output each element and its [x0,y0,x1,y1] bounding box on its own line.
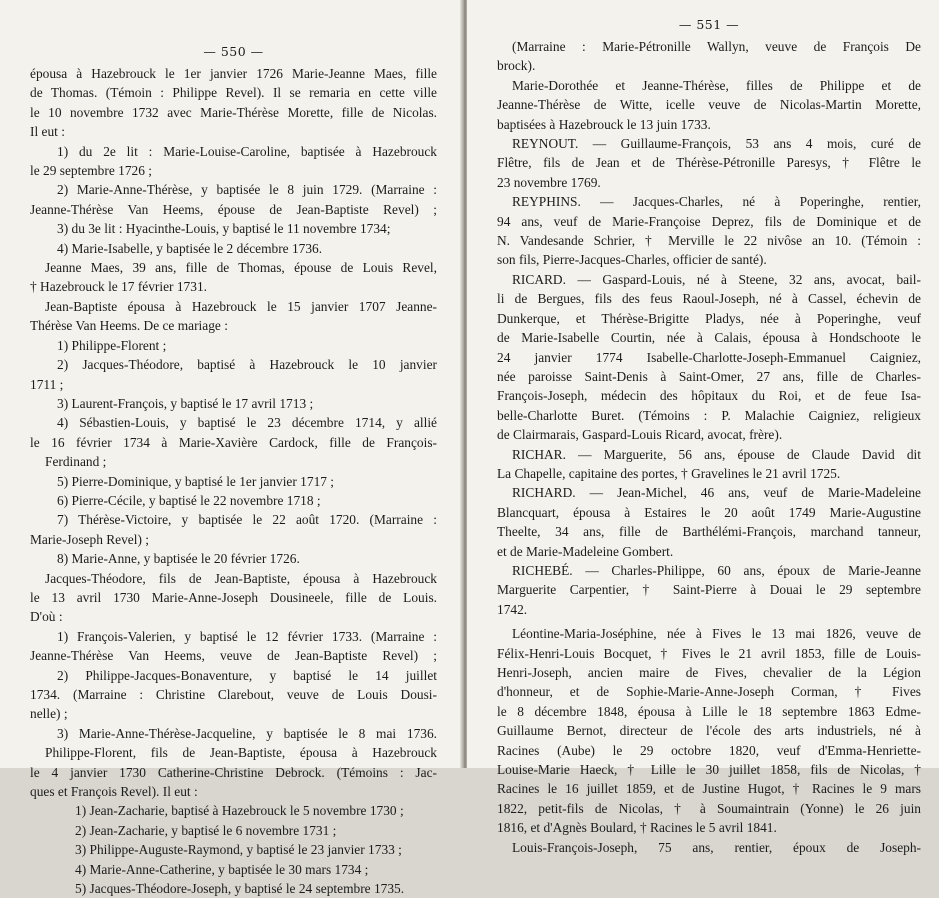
text-line: 1) du 2e lit : Marie-Louise-Caroline, baptisée à Hazebrouck [57,143,437,159]
text-line: le 16 février 1734 à Marie-Xavière Cardock, fille de François- [30,434,437,450]
text-line: 7) Thérèse-Victoire, y baptisée le 22 août 1720. (Marraine : [57,512,437,528]
text-line: 1816, et d'Agnès Boulard, † Racines le 5 avril 1841. [497,820,777,836]
page-number: — 550 — [203,44,264,59]
text-line: le 29 septembre 1726 ; [30,163,152,179]
text-line: Il eut : [30,124,65,140]
text-line: brock). [497,58,536,74]
text-line: REYNOUT. — Guillaume-François, 53 ans 4 mois, curé de [512,136,921,152]
text-line: épousa à Hazebrouck le 1er janvier 1726 Marie-Jeanne Maes, fille [30,66,437,81]
text-line: Thérèse Van Heems. De ce mariage : [30,318,228,334]
text-line: Marguerite Carpentier, † Saint-Pierre à Douai le 29 septembre [497,582,921,598]
text-line: de Thomas. (Témoin : Philippe Revel). Il se remaria en cette ville [30,85,437,101]
text-line: 2) Jean-Zacharie, y baptisé le 6 novembre 1731 ; [75,822,337,838]
text-line: Ferdinand ; [45,454,107,470]
text-line: D'où : [30,609,63,625]
text-line: Jean-Baptiste épousa à Hazebrouck le 15 janvier 1707 Jeanne- [45,298,437,314]
text-line: Flêtre, fils de Jean et de Thérèse-Pétronille Paresys, † Flêtre le [497,155,921,171]
text-line: 8) Marie-Anne, y baptisée le 20 février 1726. [57,551,300,567]
text-line: 1) Philippe-Florent ; [57,337,167,353]
text-line: 1822, petit-fils de Nicolas, † à Soumaintrain (Yonne) le 26 juin [497,800,921,816]
text-line: Léontine-Maria-Joséphine, née à Fives le 13 mai 1826, veuve de [512,626,921,642]
text-line: Henri-Joseph, ancien maire de Fives, chevalier de la Légion [497,665,921,680]
text-line: née paroisse Saint-Denis à Saint-Omer, 27 ans, fille de Charles- [497,368,921,384]
text-line: 3) Marie-Anne-Thérèse-Jacqueline, y baptisée le 8 mai 1736. [57,725,437,741]
text-line: Marie-Dorothée et Jeanne-Thérèse, filles de Philippe et de [512,77,921,93]
text-line: 4) Marie-Isabelle, y baptisée le 2 décembre 1736. [57,240,323,256]
text-line: son fils, Pierre-Jacques-Charles, officier de santé). [497,252,767,268]
text-line: 23 novembre 1769. [497,174,601,190]
text-line: 1) François-Valerien, y baptisé le 12 février 1733. (Marraine : [57,628,437,644]
text-line: 2) Jacques-Théodore, baptisé à Hazebrouck le 10 janvier [57,357,437,373]
text-line: La Chapelle, capitaine des portes, † Gravelines le 21 avril 1725. [497,465,841,481]
right-page [467,0,939,855]
text-line: Félix-Henri-Louis Bocquet, † Fives le 21 avril 1853, fille de Louis- [497,645,921,661]
page-number: — 551 — [678,17,740,32]
text-line: RICARD. — Gaspard-Louis, né à Steene, 32 ans, avocat, bail- [512,271,921,287]
text-line: (Marraine : Marie-Pétronille Wallyn, veuve de François De [512,39,921,54]
text-line: Marie-Joseph Revel) ; [30,531,149,547]
text-line: RICHEBÉ. — Charles-Philippe, 60 ans, époux de Marie-Jeanne [512,562,921,578]
text-line: Dunkerque, et Thérèse-Brigitte Pladys, née à Poperinghe, veuf [497,310,921,326]
text-line: le 13 avril 1730 Marie-Anne-Joseph Dousineele, fille de Louis. [30,589,437,605]
text-line: li de Bergues, fils des feus Raoul-Joseph, né à Cassel, échevin de [497,291,921,307]
text-line: 1734. (Marraine : Christine Clarebout, veuve de Louis Dousi- [30,687,437,702]
text-line: et de Marie-Madeleine Gombert. [497,543,674,559]
text-line: 24 janvier 1774 Isabelle-Charlotte-Joseph-Emmanuel Caigniez, [497,349,921,365]
text-line: d'honneur, et de Sophie-Marie-Anne-Joseph Corman, † Fives [497,684,921,700]
text-line: Racines (Aube) le 29 octobre 1820, veuf d'Emma-Henriette- [497,742,921,758]
text-line: Blancquart, épousa à Estaires le 20 août 1749 Marie-Augustine [497,504,921,520]
text-line: Louis-François-Joseph, 75 ans, rentier, époux de Joseph- [512,839,921,855]
text-line: 3) du 3e lit : Hyacinthe-Louis, y baptisé le 11 novembre 1734; [57,221,391,237]
text-line: François-Joseph, médecin des hôpitaux du Roi, et de feue Isa- [497,388,921,404]
text-line: 3) Philippe-Auguste-Raymond, y baptisé le 23 janvier 1733 ; [75,842,402,858]
text-line: 6) Pierre-Cécile, y baptisé le 22 novembre 1718 ; [57,492,321,508]
text-line: Jeanne Maes, 39 ans, fille de Thomas, épouse de Louis Revel, [45,260,437,276]
text-line: REYPHINS. — Jacques-Charles, né à Poperinghe, rentier, [512,194,921,210]
text-line: le 10 novembre 1732 avec Marie-Thérèse Morette, fille de Nicolas. [30,104,437,120]
text-line: 4) Marie-Anne-Catherine, y baptisée le 30 mars 1734 ; [75,861,369,877]
text-line: 5) Pierre-Dominique, y baptisé le 1er janvier 1717 ; [57,473,335,489]
text-line: 1711 ; [30,376,64,392]
text-line: Jeanne-Thérèse de Witte, icelle veuve de Nicolas-Martin Morette, [497,97,921,113]
text-line: le 4 janvier 1730 Catherine-Christine Debrock. (Témoins : Jac- [30,764,437,780]
left-page [0,0,463,897]
text-line: Guillaume Bernot, directeur de l'école des arts industriels, né à [497,723,921,739]
text-line: baptisées à Hazebrouck le 13 juin 1733. [497,116,711,132]
text-line: 2) Philippe-Jacques-Bonaventure, y baptisé le 14 juillet [57,667,437,683]
text-line: Jacques-Théodore, fils de Jean-Baptiste, épousa à Hazebrouck [45,570,437,586]
text-line: belle-Charlotte Buret. (Témoins : P. Malachie Caigniez, religieux [497,407,921,423]
text-line: Racines le 16 juillet 1859, et de Justine Hugot, † Racines le 9 mars [497,781,921,797]
text-line: 94 ans, veuf de Marie-Françoise Deprez, fils de Dominique et de [497,213,921,229]
text-line: Theelte, 34 ans, fille de Barthélémi-François, marchand tanneur, [497,524,921,540]
text-line: N. Vandesande Schrier, † Merville le 22 nivôse an 10. (Témoin : [497,233,921,249]
text-line: de Clairmarais, Gaspard-Louis Ricard, avocat, frère). [497,427,783,443]
text-line: 3) Laurent-François, y baptisé le 17 avril 1713 ; [57,395,314,411]
text-line: 2) Marie-Anne-Thérèse, y baptisée le 8 juin 1729. (Marraine : [57,182,437,198]
text-line: 5) Jacques-Théodore-Joseph, y baptisé le 24 septembre 1735. [75,881,405,897]
text-line: 1) Jean-Zacharie, baptisé à Hazebrouck le 5 novembre 1730 ; [75,803,404,819]
text-line: RICHAR. — Marguerite, 56 ans, épouse de Claude David dit [512,446,921,462]
text-line: RICHARD. — Jean-Michel, 46 ans, veuf de Marie-Madeleine [512,485,921,501]
text-line: Philippe-Florent, fils de Jean-Baptiste, épousa à Hazebrouck [45,745,437,761]
text-line: Jeanne-Thérèse Van Heems, veuve de Jean-Baptiste Revel) ; [30,648,437,664]
text-line: ques et François Revel). Il eut : [30,784,198,800]
text-line: Louise-Marie Haeck, † Lille le 30 juillet 1858, fils de Nicolas, † [497,762,921,778]
text-line: Jeanne-Thérèse Van Heems, épouse de Jean-Baptiste Revel) ; [30,201,437,217]
text-line: 4) Sébastien-Louis, y baptisé le 23 décembre 1714, y allié [57,415,437,431]
text-line: nelle) ; [30,706,68,722]
text-line: de Marie-Isabelle Courtin, née à Calais, épousa à Hondschoote le [497,330,921,346]
text-line: † Hazebrouck le 17 février 1731. [30,279,207,295]
text-line: 1742. [497,601,528,617]
text-line: le 8 décembre 1848, épousa à Lille le 18 septembre 1863 Edme- [497,703,921,719]
